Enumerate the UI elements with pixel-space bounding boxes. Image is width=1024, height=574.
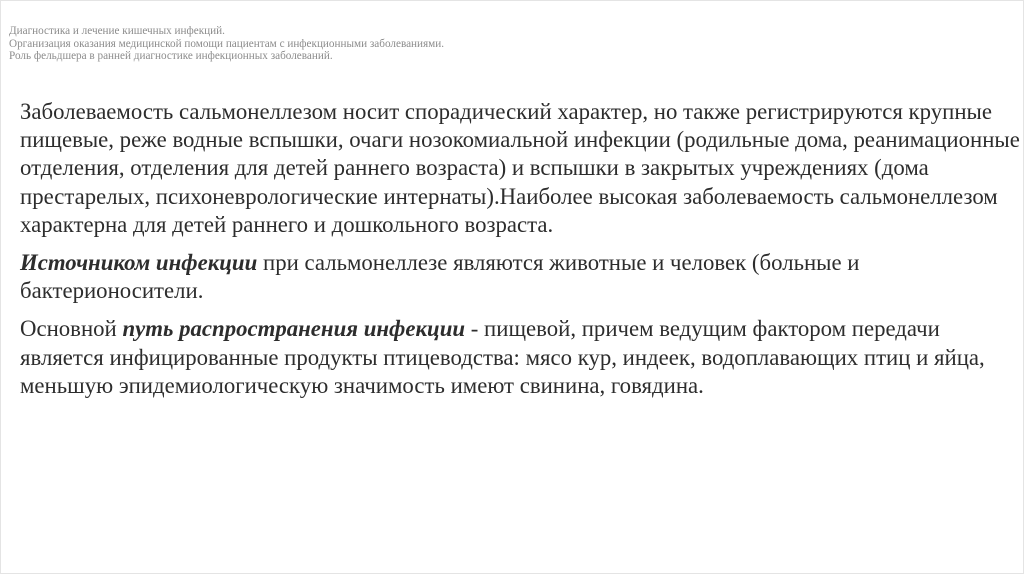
paragraph-transmission — [20, 315, 1020, 400]
paragraph-transmission-prefix: Основной — [20, 316, 123, 342]
header-line-topic: Диагностика и лечение кишечных инфекций. — [9, 25, 225, 37]
emphasis-source-of-infection: Источником инфекции — [20, 250, 258, 276]
slide-header — [9, 25, 709, 63]
emphasis-transmission-route: путь распространения инфекции — [122, 316, 466, 342]
slide-body — [20, 98, 1020, 410]
paragraph-source-text: при сальмонеллезе являются животные и человек (больные и бактерионосители. — [20, 250, 860, 304]
header-line-role: Роль фельдшера в ранней диагностике инфекционных заболеваний. — [9, 50, 333, 63]
paragraph-incidence: Заболеваемость сальмонеллезом носит спорадический характер, но также регистрируются крупные пищевые, реже водные вспышки, очаги нозокомиальной инфекции (родильные дома, реанимационные отделения, отделения для детей раннего возраста) и вспышки в закрытых учреждениях (дома престарелых, психоневрологические интернаты).Наиболее высокая заболеваемость сальмонеллезом характерна для детей раннего и дошкольного возраста. — [20, 99, 1020, 237]
header-line-organization: Организация оказания медицинской помощи пациентам с инфекционными заболеваниями. — [9, 37, 445, 50]
paragraph-source — [20, 249, 1020, 305]
paragraph-transmission-text: - пищевой, причем ведущим фактором передачи является инфицированные продукты птицеводства: мясо кур, индеек, водоплавающих птиц и яйца, меньшую эпидемиологическую значимость имеют свинина, говядина. — [20, 316, 985, 398]
